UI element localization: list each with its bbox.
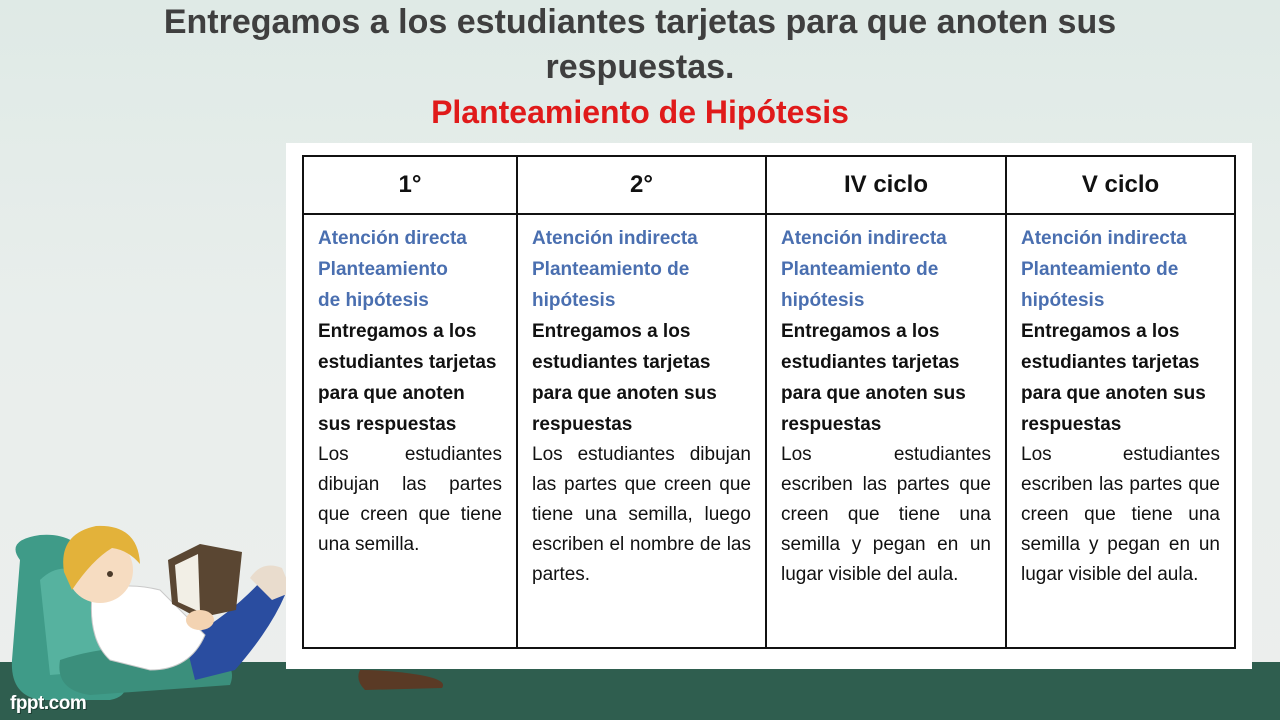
hypothesis-label: Planteamiento de <box>781 259 939 280</box>
activity-text: Entregamos a los estudiantes tarjetas para que anoten sus respuestas <box>1021 321 1206 435</box>
title-line-1: Entregamos a los estudiantes tarjetas para que anoten sus <box>163 3 1117 41</box>
table-cell <box>303 214 517 648</box>
hypothesis-label: hipótesis <box>1021 290 1105 311</box>
activity-text: Entregamos a los estudiantes tarjetas para que anoten sus respuestas <box>781 321 966 435</box>
table-row <box>303 214 1235 648</box>
table-cell <box>517 214 766 648</box>
attention-label: Atención indirecta <box>532 228 698 249</box>
activity-text: Entregamos a los estudiantes tarjetas para que anoten sus respuestas <box>532 321 717 435</box>
column-header: 2° <box>517 156 766 214</box>
title-line-2: respuestas. <box>545 48 735 86</box>
column-header: 1° <box>303 156 517 214</box>
table-card <box>286 143 1252 669</box>
description-text: Los estudiantes dibujan las partes que creen que tiene una semilla, luego escriben el nombre de las partes. <box>532 444 751 585</box>
table-cell <box>1006 214 1235 648</box>
description-text: Los estudiantes escriben las partes que creen que tiene una semilla y pegan en un lugar visible del aula. <box>781 444 991 585</box>
description-text: Los estudiantes dibujan las partes que creen que tiene una semilla. <box>318 444 502 555</box>
hypothesis-label: Planteamiento de <box>532 259 690 280</box>
hypothesis-label: de hipótesis <box>318 290 429 311</box>
slide-title <box>0 0 1280 134</box>
hypothesis-label: hipótesis <box>532 290 616 311</box>
column-header: V ciclo <box>1006 156 1235 214</box>
attention-label: Atención indirecta <box>781 228 947 249</box>
hypothesis-label: Planteamiento de <box>1021 259 1179 280</box>
table-header-row <box>303 156 1235 214</box>
column-header: IV ciclo <box>766 156 1006 214</box>
description-text: Los estudiantes escriben las partes que creen que tiene una semilla y pegan en un lugar visible del aula. <box>1021 444 1220 585</box>
table-cell <box>766 214 1006 648</box>
activity-text: Entregamos a los estudiantes tarjetas para que anoten sus respuestas <box>318 321 497 435</box>
brand-logo: fppt.com <box>10 693 87 714</box>
title-line-3: Planteamiento de Hipótesis <box>431 94 849 130</box>
attention-label: Atención directa <box>318 228 467 249</box>
hypothesis-label: Planteamiento <box>318 259 448 280</box>
hypothesis-label: hipótesis <box>781 290 865 311</box>
ciclos-table <box>302 155 1236 649</box>
attention-label: Atención indirecta <box>1021 228 1187 249</box>
